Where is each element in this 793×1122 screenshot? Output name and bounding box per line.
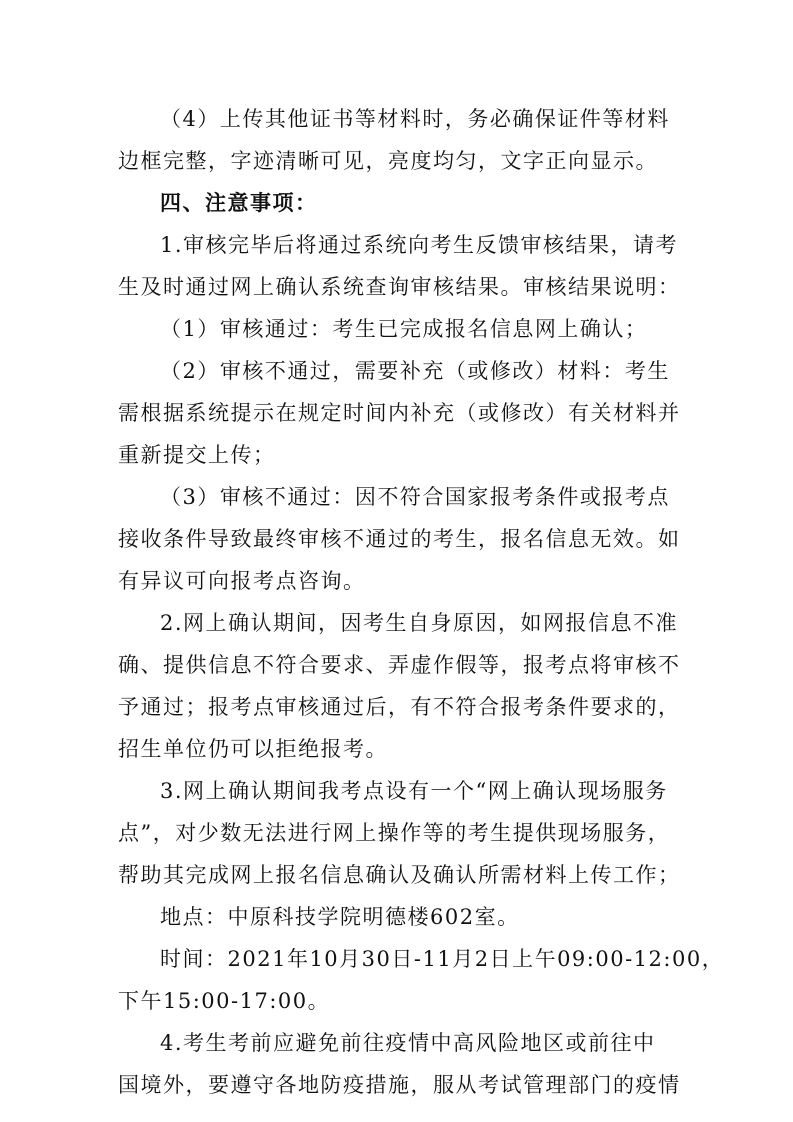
paragraph-line: 确、提供信息不符合要求、弄虚作假等，报考点将审核不 bbox=[118, 653, 681, 677]
paragraph-line: 需根据系统提示在规定时间内补充（或修改）有关材料并 bbox=[118, 401, 681, 425]
paragraph-line: 下午15:00-17:00。 bbox=[118, 989, 331, 1013]
paragraph-line: 边框完整，字迹清晰可见，亮度均匀，文字正向显示。 bbox=[118, 149, 658, 173]
paragraph-line: 2.网上确认期间，因考生自身原因，如网报信息不准 bbox=[160, 611, 679, 635]
paragraph-line: （3）审核不通过：因不符合国家报考条件或报考点 bbox=[160, 485, 670, 509]
paragraph-line: （1）审核通过：考生已完成报名信息网上确认； bbox=[160, 317, 648, 341]
paragraph-line: 地点：中原科技学院明德楼602室。 bbox=[160, 905, 520, 929]
paragraph-line: 生及时通过网上确认系统查询审核结果。审核结果说明： bbox=[118, 275, 681, 299]
paragraph-line: 帮助其完成网上报名信息确认及确认所需材料上传工作； bbox=[118, 863, 681, 887]
paragraph-line: 3.网上确认期间我考点设有一个“网上确认现场服务 bbox=[160, 779, 668, 803]
section-heading: 四、注意事项： bbox=[160, 190, 318, 215]
paragraph-line: （2）审核不通过，需要补充（或修改）材料：考生 bbox=[160, 359, 670, 383]
paragraph-line: 予通过；报考点审核通过后，有不符合报考条件要求的， bbox=[118, 695, 681, 719]
paragraph-line: 重新提交上传； bbox=[118, 443, 276, 467]
paragraph-line: 时间：2021年10月30日-11月2日上午09:00-12:00， bbox=[160, 947, 725, 971]
paragraph-line: 点”，对少数无法进行网上操作等的考生提供现场服务， bbox=[118, 821, 671, 845]
paragraph-line: 有异议可向报考点咨询。 bbox=[118, 569, 366, 593]
paragraph-line: 接收条件导致最终审核不通过的考生，报名信息无效。如 bbox=[118, 527, 681, 551]
paragraph-line: （4）上传其他证书等材料时，务必确保证件等材料 bbox=[160, 107, 670, 131]
paragraph-line: 1.审核完毕后将通过系统向考生反馈审核结果，请考 bbox=[160, 233, 679, 257]
paragraph-line: 国境外，要遵守各地防疫措施，服从考试管理部门的疫情 bbox=[118, 1073, 681, 1097]
paragraph-line: 招生单位仍可以拒绝报考。 bbox=[118, 737, 388, 761]
paragraph-line: 4.考生考前应避免前往疫情中高风险地区或前往中 bbox=[160, 1031, 656, 1055]
